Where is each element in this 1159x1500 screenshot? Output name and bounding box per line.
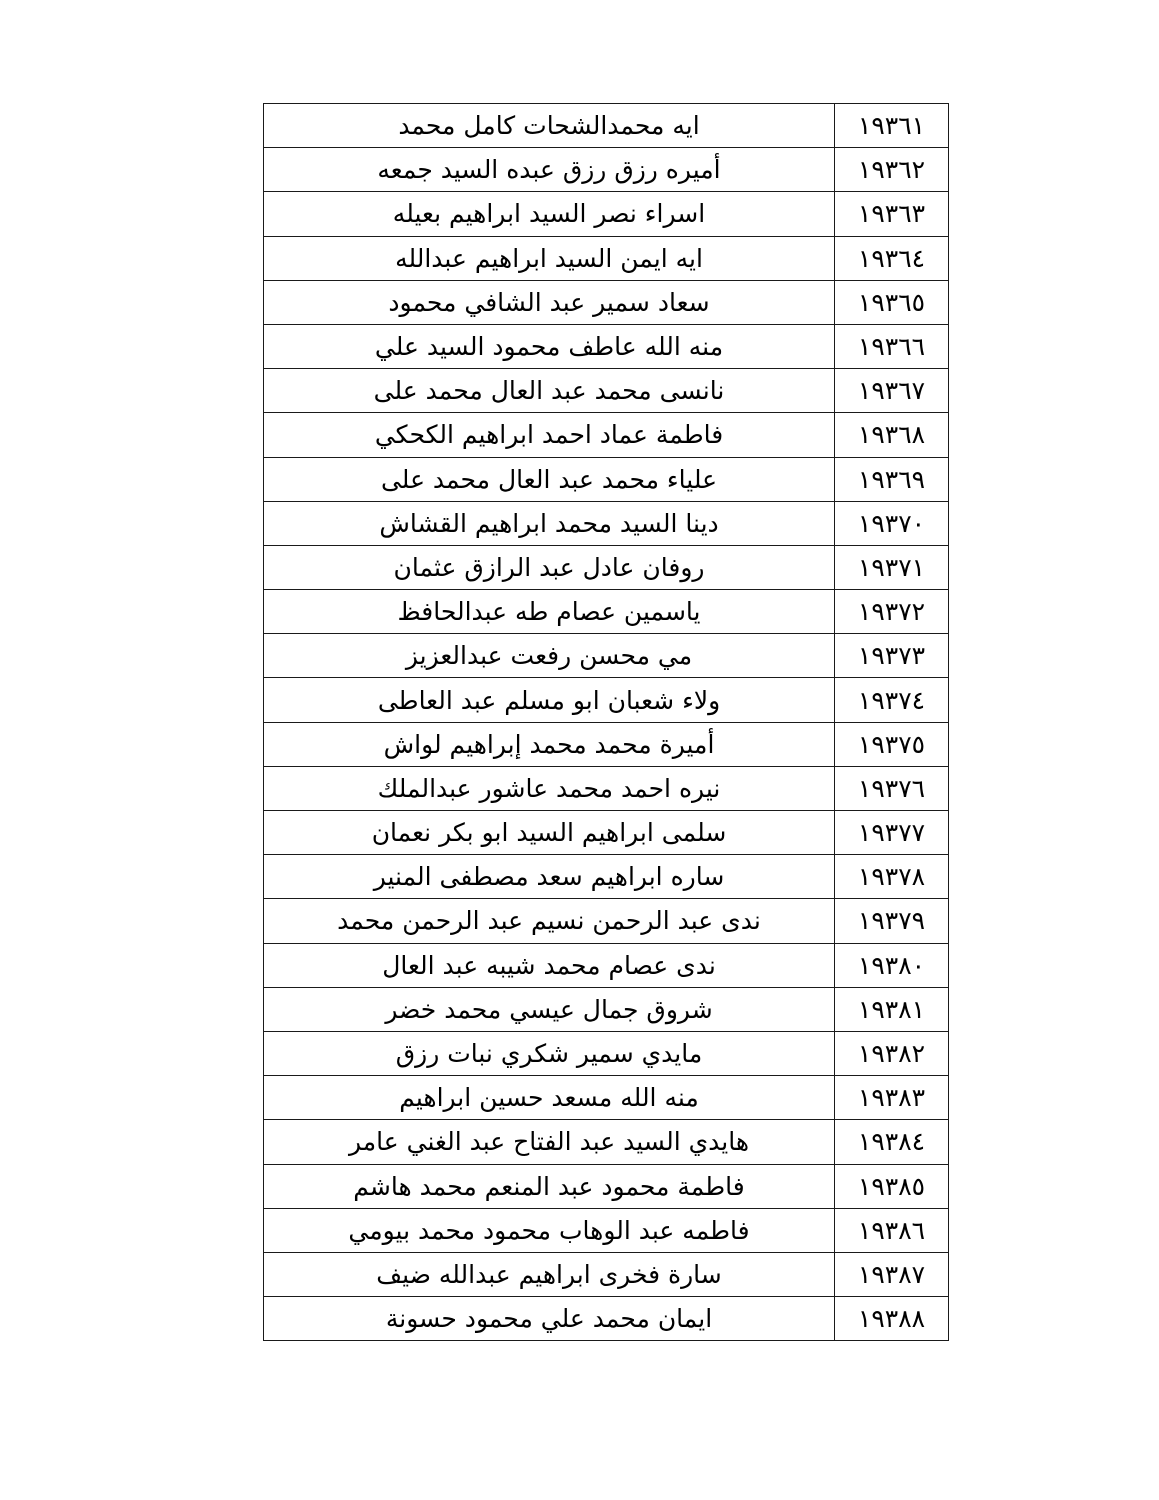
row-number-cell: ١٩٣٦١ (835, 104, 949, 148)
row-number-cell: ١٩٣٧٦ (835, 766, 949, 810)
table-row (264, 943, 949, 987)
table-row (264, 678, 949, 722)
table-row (264, 811, 949, 855)
row-number-cell: ١٩٣٧٤ (835, 678, 949, 722)
row-name-cell: نانسى محمد عبد العال محمد على (264, 369, 835, 413)
row-name-cell: منه الله مسعد حسين ابراهيم (264, 1076, 835, 1120)
names-table-body (264, 104, 949, 1341)
row-name-cell: ندى عبد الرحمن نسيم عبد الرحمن محمد (264, 899, 835, 943)
row-number-cell: ١٩٣٦٧ (835, 369, 949, 413)
row-number-cell: ١٩٣٧٥ (835, 722, 949, 766)
table-row (264, 899, 949, 943)
table-row (264, 413, 949, 457)
row-number-cell: ١٩٣٧٧ (835, 811, 949, 855)
row-number-cell: ١٩٣٨٨ (835, 1297, 949, 1341)
row-number-cell: ١٩٣٦٦ (835, 324, 949, 368)
row-name-cell: ايه ايمن السيد ابراهيم عبدالله (264, 236, 835, 280)
row-name-cell: شروق جمال عيسي محمد خضر (264, 987, 835, 1031)
row-name-cell: أميرة محمد محمد إبراهيم لواش (264, 722, 835, 766)
row-number-cell: ١٩٣٨٦ (835, 1208, 949, 1252)
table-row (264, 1076, 949, 1120)
row-name-cell: أميره رزق رزق عبده السيد جمعه (264, 148, 835, 192)
table-row (264, 766, 949, 810)
table-row (264, 545, 949, 589)
table-row (264, 855, 949, 899)
row-name-cell: فاطمة محمود عبد المنعم محمد هاشم (264, 1164, 835, 1208)
row-number-cell: ١٩٣٨٥ (835, 1164, 949, 1208)
row-number-cell: ١٩٣٨٢ (835, 1031, 949, 1075)
row-name-cell: ساره ابراهيم سعد مصطفى المنير (264, 855, 835, 899)
row-number-cell: ١٩٣٧١ (835, 545, 949, 589)
row-name-cell: فاطمة عماد احمد ابراهيم الكحكي (264, 413, 835, 457)
row-name-cell: منه الله عاطف محمود السيد علي (264, 324, 835, 368)
row-name-cell: ندى عصام محمد شيبه عبد العال (264, 943, 835, 987)
row-number-cell: ١٩٣٨٤ (835, 1120, 949, 1164)
row-number-cell: ١٩٣٦٣ (835, 192, 949, 236)
row-name-cell: ياسمين عصام طه عبدالحافظ (264, 590, 835, 634)
table-row (264, 148, 949, 192)
table-row (264, 324, 949, 368)
table-row (264, 1031, 949, 1075)
row-name-cell: ولاء شعبان ابو مسلم عبد العاطى (264, 678, 835, 722)
row-number-cell: ١٩٣٨٧ (835, 1252, 949, 1296)
table-row (264, 1297, 949, 1341)
row-name-cell: مي محسن رفعت عبدالعزيز (264, 634, 835, 678)
table-row (264, 1120, 949, 1164)
table-row (264, 590, 949, 634)
row-number-cell: ١٩٣٧٩ (835, 899, 949, 943)
row-name-cell: سارة فخرى ابراهيم عبدالله ضيف (264, 1252, 835, 1296)
row-number-cell: ١٩٣٨١ (835, 987, 949, 1031)
table-row (264, 501, 949, 545)
table-row (264, 280, 949, 324)
table-row (264, 722, 949, 766)
row-name-cell: علياء محمد عبد العال محمد على (264, 457, 835, 501)
row-name-cell: ايمان محمد علي محمود حسونة (264, 1297, 835, 1341)
row-number-cell: ١٩٣٦٤ (835, 236, 949, 280)
names-table (263, 103, 949, 1341)
row-number-cell: ١٩٣٦٩ (835, 457, 949, 501)
row-name-cell: نيره احمد محمد عاشور عبدالملك (264, 766, 835, 810)
table-row (264, 369, 949, 413)
row-name-cell: هايدي السيد عبد الفتاح عبد الغني عامر (264, 1120, 835, 1164)
table-row (264, 634, 949, 678)
row-number-cell: ١٩٣٧٢ (835, 590, 949, 634)
row-number-cell: ١٩٣٦٥ (835, 280, 949, 324)
row-name-cell: روفان عادل عبد الرازق عثمان (264, 545, 835, 589)
table-row (264, 1208, 949, 1252)
table-row (264, 1164, 949, 1208)
table-row (264, 1252, 949, 1296)
row-name-cell: اسراء نصر السيد ابراهيم بعيله (264, 192, 835, 236)
row-number-cell: ١٩٣٦٨ (835, 413, 949, 457)
row-number-cell: ١٩٣٧٠ (835, 501, 949, 545)
table-row (264, 236, 949, 280)
row-number-cell: ١٩٣٨٣ (835, 1076, 949, 1120)
row-number-cell: ١٩٣٧٣ (835, 634, 949, 678)
row-name-cell: ايه محمدالشحات كامل محمد (264, 104, 835, 148)
row-name-cell: سلمى ابراهيم السيد ابو بكر نعمان (264, 811, 835, 855)
row-name-cell: سعاد سمير عبد الشافي محمود (264, 280, 835, 324)
row-number-cell: ١٩٣٦٢ (835, 148, 949, 192)
row-name-cell: دينا السيد محمد ابراهيم القشاش (264, 501, 835, 545)
row-name-cell: فاطمه عبد الوهاب محمود محمد بيومي (264, 1208, 835, 1252)
table-row (264, 987, 949, 1031)
table-row (264, 104, 949, 148)
row-number-cell: ١٩٣٨٠ (835, 943, 949, 987)
row-name-cell: مايدي سمير شكري نبات رزق (264, 1031, 835, 1075)
table-row (264, 457, 949, 501)
row-number-cell: ١٩٣٧٨ (835, 855, 949, 899)
table-row (264, 192, 949, 236)
